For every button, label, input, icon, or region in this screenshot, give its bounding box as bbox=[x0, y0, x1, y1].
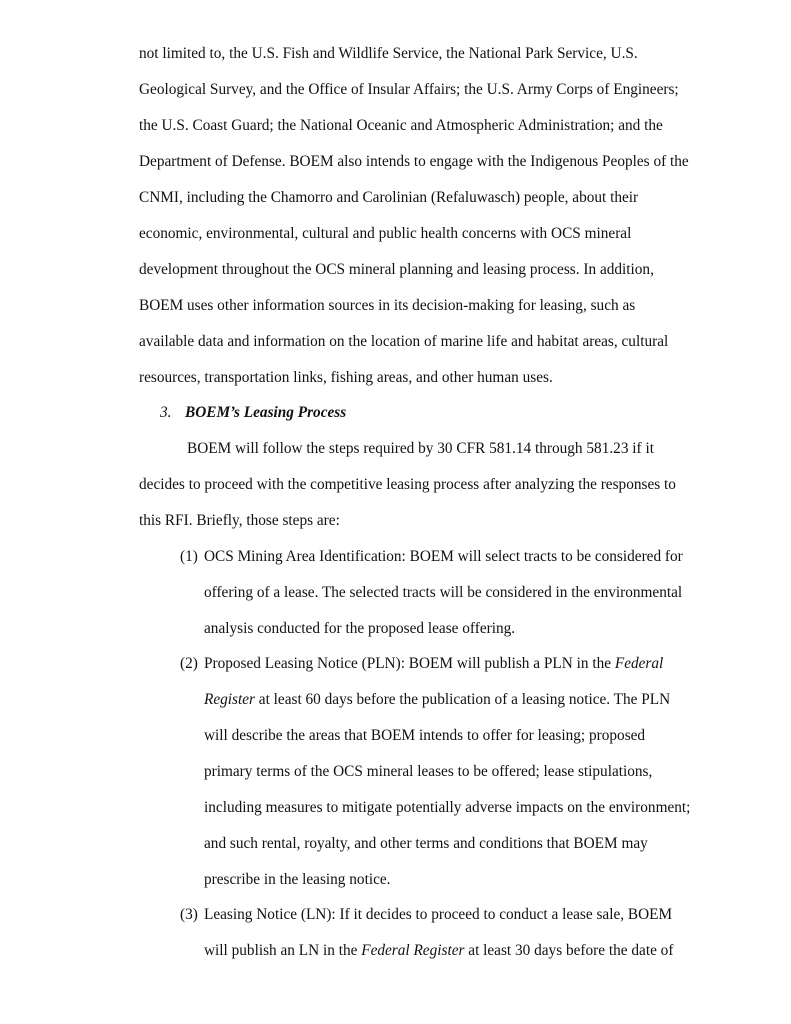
text-run: will publish an LN in the bbox=[204, 942, 362, 959]
text-line: Geological Survey, and the Office of Insular Affairs; the U.S. Army Corps of Engineers; bbox=[139, 81, 679, 98]
list-number: (2) bbox=[180, 655, 198, 672]
publication-name: Federal Register bbox=[361, 942, 465, 959]
text-line: Leasing Notice (LN): If it decides to proceed to conduct a lease sale, BOEM bbox=[204, 906, 673, 923]
text-line: economic, environmental, cultural and public health concerns with OCS mineral bbox=[139, 225, 632, 242]
text-line: BOEM will follow the steps required by 30 CFR 581.14 through 581.23 if it bbox=[187, 440, 654, 457]
text-line bbox=[204, 942, 673, 960]
publication-name: Federal bbox=[614, 655, 664, 672]
text-line: decides to proceed with the competitive leasing process after analyzing the responses to bbox=[139, 476, 676, 493]
text-line: available data and information on the location of marine life and habitat areas, cultural bbox=[139, 333, 669, 350]
text-line: BOEM uses other information sources in its decision-making for leasing, such as bbox=[139, 297, 636, 314]
text-run: Proposed Leasing Notice (PLN): BOEM will publish a PLN in the bbox=[204, 655, 615, 672]
text-line: this RFI. Briefly, those steps are: bbox=[139, 512, 340, 529]
text-run: at least 60 days before the publication of a leasing notice. The PLN bbox=[254, 691, 671, 708]
list-number: (3) bbox=[180, 906, 198, 923]
text-line: prescribe in the leasing notice. bbox=[204, 871, 391, 888]
text-line: analysis conducted for the proposed lease offering. bbox=[204, 620, 516, 637]
text-line: resources, transportation links, fishing areas, and other human uses. bbox=[139, 369, 553, 386]
text-line: primary terms of the OCS mineral leases to be offered; lease stipulations, bbox=[204, 763, 653, 780]
text-line: OCS Mining Area Identification: BOEM will select tracts to be considered for bbox=[204, 548, 683, 565]
text-line bbox=[204, 691, 670, 709]
section-title: BOEM’s Leasing Process bbox=[185, 404, 347, 421]
text-line: and such rental, royalty, and other terms and conditions that BOEM may bbox=[204, 835, 648, 852]
text-line: including measures to mitigate potentially adverse impacts on the environment; bbox=[204, 799, 691, 816]
text-run: at least 30 days before the date of bbox=[464, 942, 674, 959]
section-number: 3. bbox=[160, 404, 172, 421]
text-line: CNMI, including the Chamorro and Carolinian (Refaluwasch) people, about their bbox=[139, 189, 639, 206]
text-line: the U.S. Coast Guard; the National Oceanic and Atmospheric Administration; and the bbox=[139, 117, 663, 134]
text-line: Department of Defense. BOEM also intends to engage with the Indigenous Peoples of the bbox=[139, 153, 689, 170]
text-line: offering of a lease. The selected tracts will be considered in the environmental bbox=[204, 584, 683, 601]
text-line: will describe the areas that BOEM intends to offer for leasing; proposed bbox=[204, 727, 646, 744]
text-line: development throughout the OCS mineral planning and leasing process. In addition, bbox=[139, 261, 654, 278]
list-number: (1) bbox=[180, 548, 198, 565]
text-line bbox=[204, 655, 663, 673]
text-line: not limited to, the U.S. Fish and Wildlife Service, the National Park Service, U.S. bbox=[139, 45, 638, 62]
publication-name: Register bbox=[204, 691, 255, 708]
